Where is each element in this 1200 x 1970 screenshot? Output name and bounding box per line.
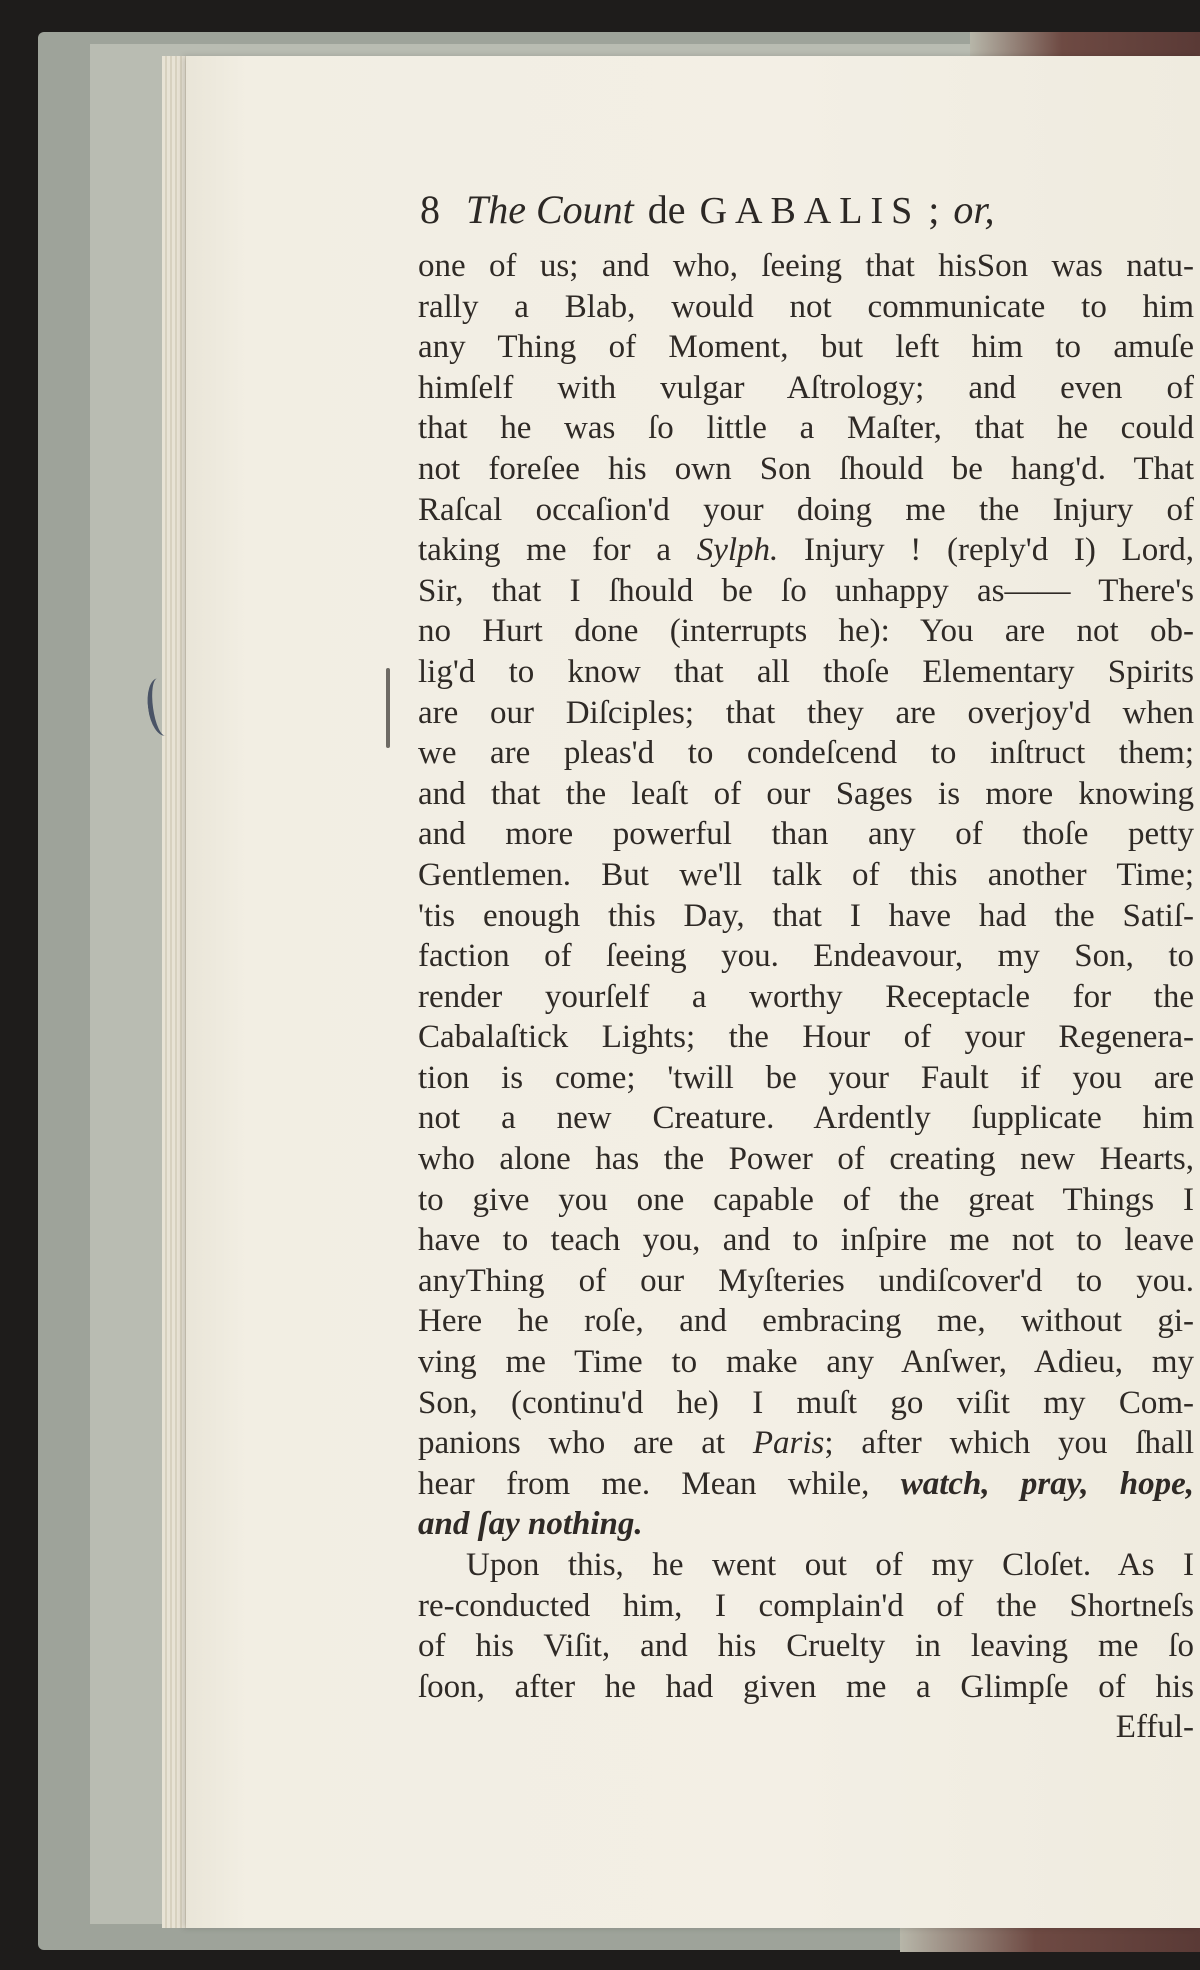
text-segment: Son, (continu'd he) I muſt go viſit my Com- [418,1384,1194,1421]
text-segment: who alone has the Power of creating new Hearts, [418,1141,1194,1178]
italic-text: Sylph. [696,532,779,569]
text-line [418,1139,1194,1180]
spine-binding-bottom [900,1924,1200,1952]
text-segment: faction of ſeeing you. Endeavour, my Son, to [418,938,1194,975]
text-segment: Efful- [1115,1709,1194,1746]
text-line [418,1301,1194,1342]
text-segment: anyThing of our Myſteries undiſcover'd to you. [418,1262,1194,1299]
text-line [418,814,1194,855]
text-segment: have to teach you, and to inſpire me not to leave [418,1222,1194,1259]
text-line [418,1464,1194,1505]
text-segment: Gentlemen. But we'll talk of this another Time; [418,856,1194,893]
text-line [418,571,1194,612]
text-segment: that he was ſo little a Maſter, that he could [418,410,1194,447]
text-line [418,652,1194,693]
text-segment: Cabalaſtick Lights; the Hour of your Regenera- [418,1019,1194,1056]
text-segment: 'tis enough this Day, that I have had the Satiſ- [418,897,1194,934]
text-segment: of his Viſit, and his Cruelty in leaving me ſo [418,1628,1194,1665]
text-segment: Upon this, he went out of my Cloſet. As I [466,1547,1194,1583]
text-line [418,1261,1194,1302]
text-line [418,1342,1194,1383]
text-segment: hear from me. Mean while, [418,1465,901,1502]
text-segment: himſelf with vulgar Aſtrology; and even of [418,369,1194,406]
text-segment: and that the leaſt of our Sages is more knowing [418,775,1194,812]
header-title-smallcaps: GABALIS [699,190,921,232]
text-line [418,1180,1194,1221]
text-segment: no Hurt done (interrupts he): You are not ob- [418,613,1194,650]
header-title-italic: The Count [466,187,634,232]
text-line [418,855,1194,896]
text-line [418,936,1194,977]
text-line [418,693,1194,734]
text-segment: ving me Time to make any Anſwer, Adieu, my [418,1344,1194,1381]
text-line [418,246,1194,287]
text-line [418,1626,1194,1667]
text-line [418,1504,1194,1545]
text-line [418,1545,1194,1586]
text-line [418,1423,1194,1464]
text-line [418,1707,1194,1748]
text-segment: render yourſelf a worthy Receptacle for the [418,978,1194,1015]
text-segment: are our Diſciples; that they are overjoy'd when [418,694,1194,731]
header-title-or: or, [953,187,995,232]
text-segment: ; after which you ſhall [824,1425,1194,1462]
text-line [418,1017,1194,1058]
text-segment: one of us; and who, ſeeing that hisSon was natu- [418,248,1194,284]
text-line [418,327,1194,368]
italic-text: and ſay nothing. [418,1506,643,1543]
text-segment: tion is come; 'twill be your Fault if you are [418,1059,1194,1096]
text-line [418,1098,1194,1139]
text-segment: Raſcal occaſion'd your doing me the Injury of [418,491,1194,528]
text-segment: Injury ! (reply'd I) Lord, [778,532,1194,569]
text-segment: we are pleas'd to condeſcend to inſtruct them; [418,735,1194,772]
text-segment: lig'd to know that all thoſe Elementary Spirits [418,653,1194,690]
header-title-de: de [647,187,686,232]
text-line [418,774,1194,815]
text-segment: panions who are at [418,1425,753,1462]
text-line [418,490,1194,531]
italic-text: watch, pray, hope, [900,1465,1194,1502]
text-line [418,733,1194,774]
body-text [418,246,1194,1748]
text-segment: re-conducted him, I complain'd of the Shortneſs [418,1587,1194,1624]
text-line [418,1586,1194,1627]
page-number: 8 [420,187,440,232]
text-line [418,408,1194,449]
text-segment: ſoon, after he had given me a Glimpſe of his [418,1668,1194,1705]
running-header [420,186,995,246]
text-line [418,368,1194,409]
italic-text: Paris [752,1425,825,1462]
text-segment: any Thing of Moment, but left him to amuſe [418,329,1194,366]
text-line [418,977,1194,1018]
text-line [418,611,1194,652]
header-title-separator: ; [928,187,940,232]
text-line [418,1667,1194,1708]
text-line [418,287,1194,328]
text-segment: taking me for a [418,532,697,569]
text-segment: to give you one capable of the great Things I [418,1181,1194,1218]
text-line [418,1383,1194,1424]
text-line [418,896,1194,937]
text-segment: not a new Creature. Ardently ſupplicate him [418,1100,1194,1137]
text-segment: Here he roſe, and embracing me, without gi- [418,1303,1194,1340]
text-line [418,530,1194,571]
text-segment: Sir, that I ſhould be ſo unhappy as—— There's [418,572,1194,609]
margin-pencil-mark [386,668,390,748]
text-segment: not foreſee his own Son ſhould be hang'd. That [418,450,1194,487]
text-line [418,1220,1194,1261]
text-line [418,449,1194,490]
text-segment: rally a Blab, would not communicate to him [418,288,1194,325]
text-segment: and more powerful than any of thoſe petty [418,816,1194,853]
text-line [418,1058,1194,1099]
